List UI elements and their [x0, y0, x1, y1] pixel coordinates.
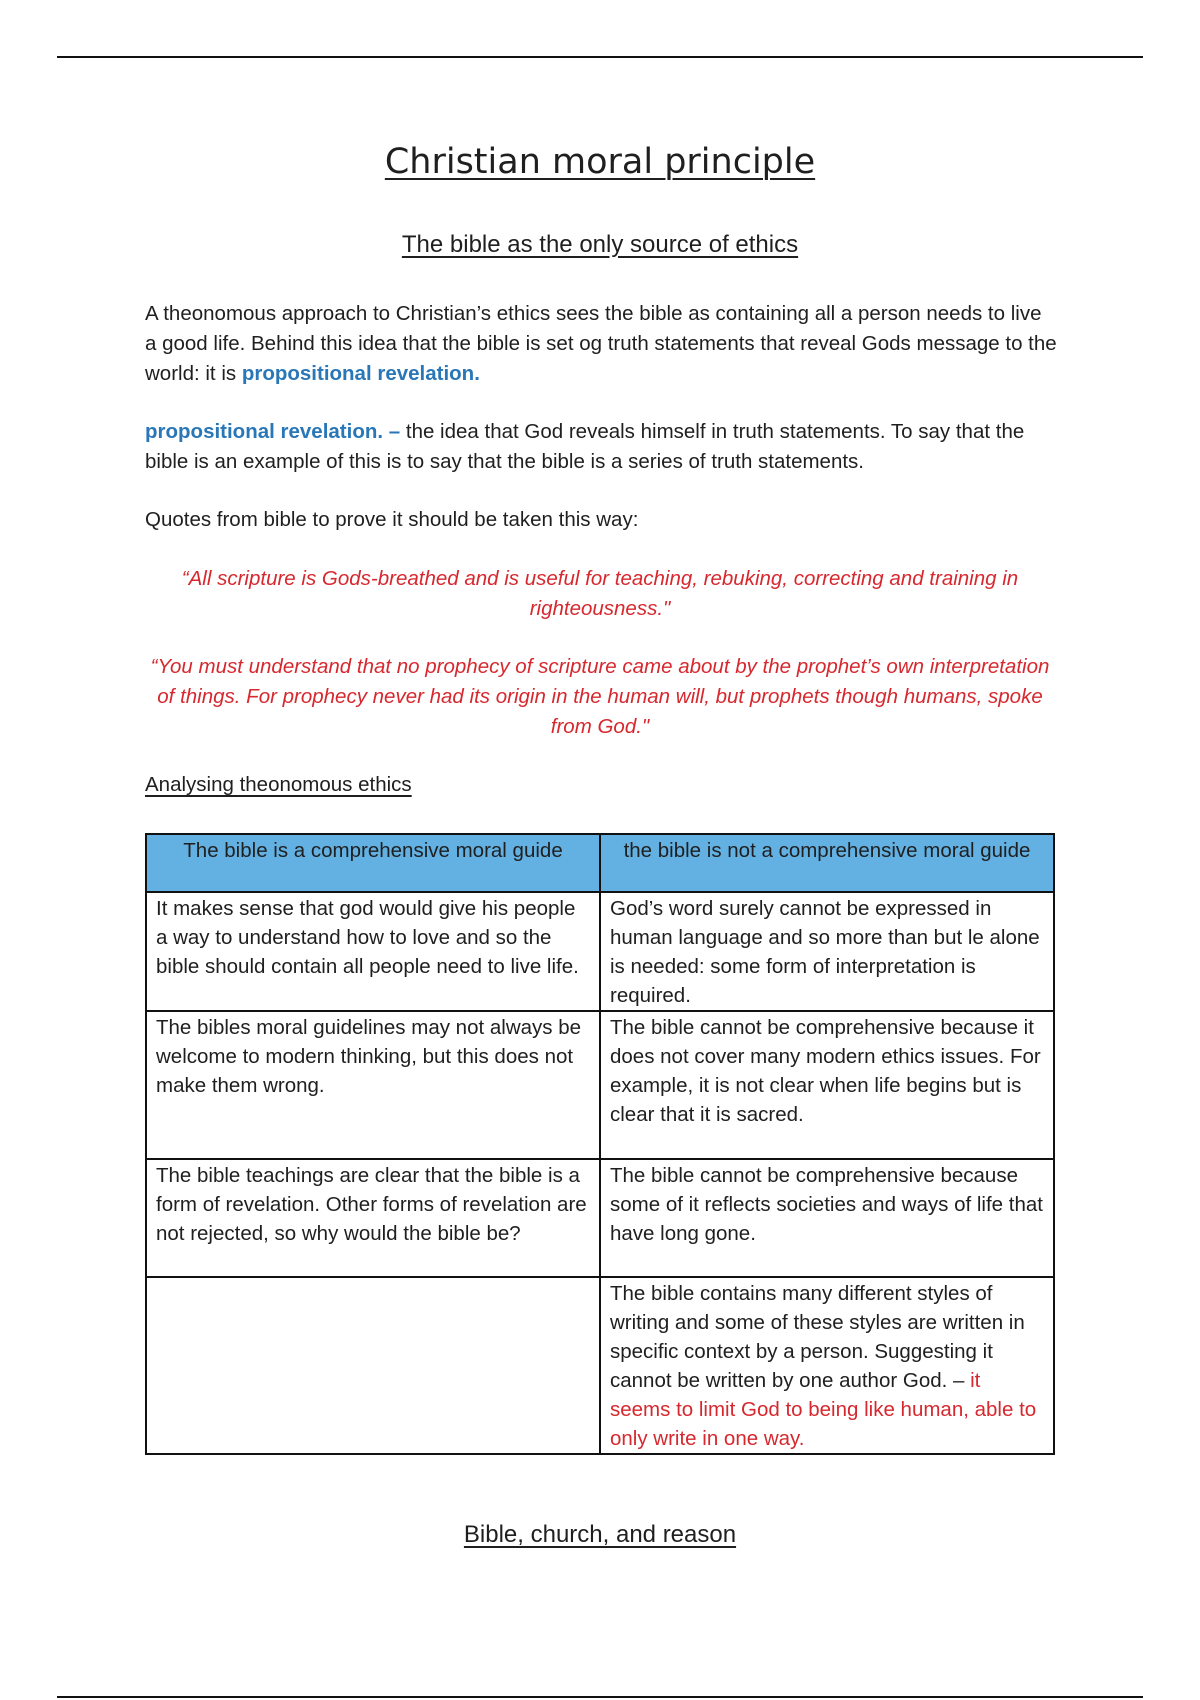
table-row — [146, 1159, 1054, 1277]
quote-1: “All scripture is Gods-breathed and is useful for teaching, rebuking, correcting and training in righteousness." — [181, 567, 1019, 620]
page-title: Christian moral principle — [384, 142, 816, 182]
header-for: The bible is a comprehensive moral guide — [146, 834, 600, 892]
table-row — [146, 1277, 1054, 1454]
table-row — [146, 1011, 1054, 1159]
cell-for: The bible teachings are clear that the bible is a form of revelation. Other forms of revelation are not rejected, so why would the bible be? — [146, 1159, 600, 1277]
analysis-heading: Analysing theonomous ethics — [145, 773, 412, 796]
cell-against-text: The bible contains many different styles of writing and some of these styles are written in specific context by a person. Suggesting it cannot be written by one author God. – — [610, 1282, 1025, 1392]
definition-term: propositional revelation. – — [145, 420, 401, 443]
definition-paragraph — [145, 417, 1057, 477]
cell-against-highlight: it seems to limit God to being like human, able to only write in one way. — [610, 1369, 1037, 1450]
bottom-rule — [57, 1696, 1143, 1698]
cell-against: The bible cannot be comprehensive because it does not cover many modern ethics issues. For example, it is not clear when life begins but is clear that it is sacred. — [600, 1011, 1054, 1159]
quotes-intro: Quotes from bible to prove it should be taken this way: — [145, 508, 639, 531]
section-heading-only-source: The bible as the only source of ethics — [401, 231, 799, 258]
intro-text: A theonomous approach to Christian’s ethics sees the bible as containing all a person needs to live a good life. Behind this idea that the bible is set og truth statements that reveal Gods message to the world: it is — [145, 302, 1057, 385]
cell-for: It makes sense that god would give his people a way to understand how to love and so the bible should contain all people need to live life. — [146, 892, 600, 1011]
section-heading-bible-church-reason: Bible, church, and reason — [463, 1521, 737, 1548]
intro-term: propositional revelation. — [241, 362, 480, 385]
table-header-row — [146, 834, 1054, 892]
intro-paragraph — [145, 299, 1057, 389]
table-row — [146, 892, 1054, 1011]
cell-against: The bible cannot be comprehensive because some of it reflects societies and ways of life that have long gone. — [600, 1159, 1054, 1277]
cell-for-empty — [146, 1277, 600, 1454]
cell-for: The bibles moral guidelines may not always be welcome to modern thinking, but this does not make them wrong. — [146, 1011, 600, 1159]
definition-text: the idea that God reveals himself in truth statements. To say that the bible is an example of this is to say that the bible is a series of truth statements. — [145, 420, 1025, 473]
comparison-table — [145, 833, 1055, 1455]
top-rule — [57, 56, 1143, 58]
quote-2: “You must understand that no prophecy of scripture came about by the prophet’s own interpretation of things. For prophecy never had its origin in the human will, but prophets though humans, spoke from God." — [150, 655, 1050, 738]
cell-against — [600, 1277, 1054, 1454]
cell-against: God’s word surely cannot be expressed in human language and so more than but le alone is needed: some form of interpretation is required. — [600, 892, 1054, 1011]
header-against: the bible is not a comprehensive moral guide — [600, 834, 1054, 892]
